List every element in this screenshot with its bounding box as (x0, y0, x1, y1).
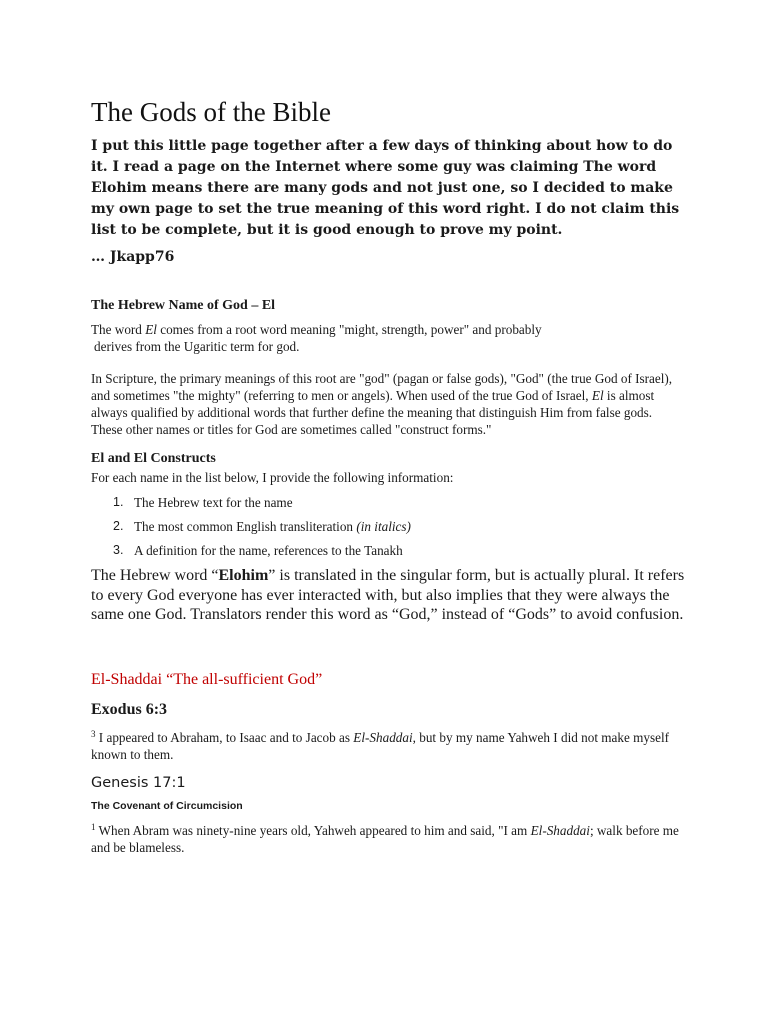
bold-term: Elohim (218, 567, 269, 584)
italic-term: El (591, 388, 604, 403)
section-heading-el-constructs: El and El Constructs (91, 451, 216, 466)
elohim-paragraph (91, 566, 686, 625)
list-number: 3. (113, 543, 124, 557)
text-run: In Scripture, the primary meanings of this root are "god" (pagan or false gods), "God" (the true God of Israel), and sometimes "the mighty" (referring to men or angels). When used of the true God of Israel, (91, 371, 673, 403)
list-number: 2. (113, 519, 124, 533)
verse-text (91, 726, 681, 763)
intro-paragraph: I put this little page together after a few days of thinking about how to do it. I read a page on the Internet where some guy was claiming The word Elohim means there are many gods and not just one, so I decided to make my own page to set the true meaning of this word right. I do not claim this list to be complete, but it is good enough to prove my point. (91, 138, 680, 238)
author-signature: … Jkapp76 (91, 249, 175, 265)
page-title: The Gods of the Bible (91, 97, 331, 127)
text-run: comes from a root word meaning "might, strength, power" and probably (156, 322, 542, 337)
list-item (113, 518, 688, 535)
section-heading-el-shaddai: El-Shaddai “The all-sufficient God” (91, 670, 323, 688)
el-definition-paragraph (91, 321, 681, 355)
list-text: The Hebrew text for the name (134, 495, 293, 510)
list-text: A definition for the name, references to the Tanakh (134, 543, 403, 558)
verse-reference-exodus: Exodus 6:3 (91, 700, 168, 718)
passage-subheading: The Covenant of Circumcision (91, 799, 243, 812)
verse-number: 1 (91, 821, 96, 832)
italic-term: El-Shaddai (353, 729, 413, 745)
list-item (113, 494, 688, 511)
list-lead-text: For each name in the list below, I provide the following information: (91, 470, 454, 485)
list-italic-text: (in italics) (356, 519, 411, 534)
text-run: The Hebrew word “ (91, 567, 219, 584)
text-run: The word (91, 322, 146, 337)
text-run: I appeared to Abraham, to Isaac and to Jacob as (95, 729, 354, 745)
list-item (113, 542, 688, 559)
text-run: ” is translated in the singular form, but is actually plural. It refers to every God everyone has ever interacted with, but also implies that they were always the same one God. Translators render this word as “God,” instead of “Gods” to avoid confusion. (91, 567, 685, 623)
verse-text (91, 819, 681, 856)
scripture-meanings-paragraph (91, 370, 681, 438)
text-run: is almost always qualified by additional words that further define the meaning that distinguish Him from false gods. These other names or titles for God are sometimes called "construct forms." (91, 388, 655, 437)
list-number: 1. (113, 495, 124, 509)
italic-term: El-Shaddai (530, 822, 590, 838)
text-run: derives from the Ugaritic term for god. (94, 339, 300, 354)
verse-reference-genesis: Genesis 17:1 (91, 774, 186, 791)
verse-number: 3 (91, 728, 96, 739)
section-heading-hebrew-name: The Hebrew Name of God – El (91, 298, 276, 313)
list-text: The most common English transliteration (134, 519, 357, 534)
text-run: , but by my name Yahweh I did not make myself known to them. (91, 729, 670, 762)
text-run: When Abram was ninety-nine years old, Yahweh appeared to him and said, "I am (95, 822, 531, 838)
italic-term: El (145, 322, 157, 337)
info-list (91, 494, 688, 559)
text-run: ; walk before me and be blameless. (91, 822, 679, 855)
